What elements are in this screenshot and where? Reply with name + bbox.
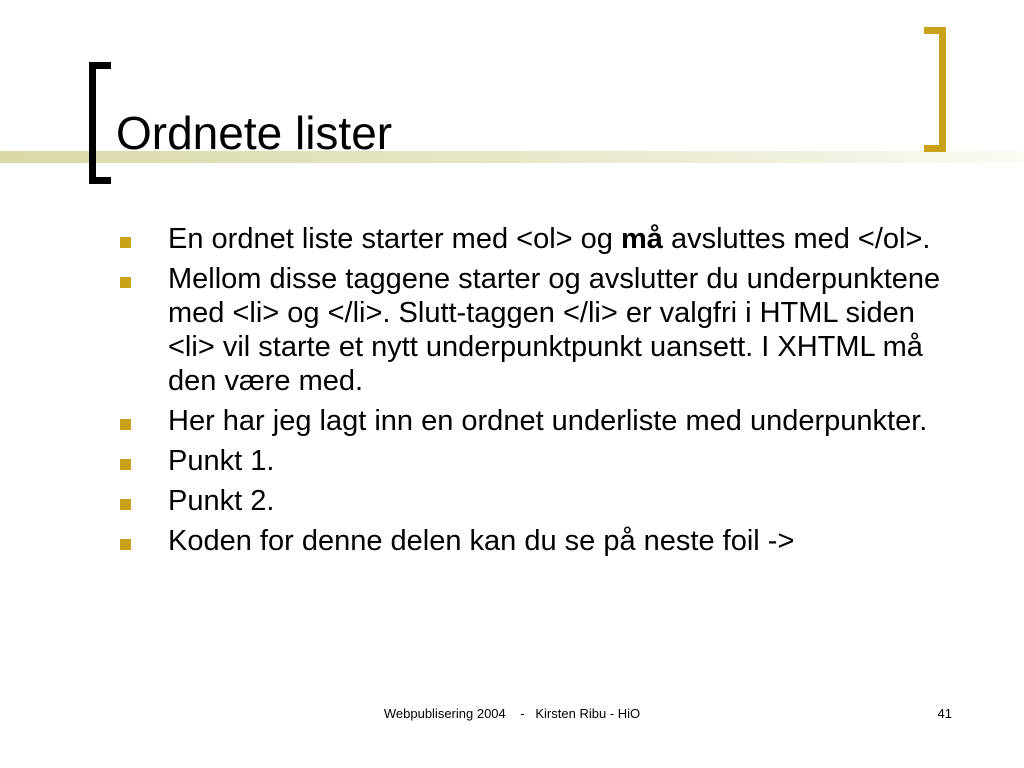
square-bullet-icon (120, 237, 131, 248)
bullet-text: Koden for denne delen kan du se på neste foil -> (168, 525, 795, 557)
bullet-text: Her har jeg lagt inn en ordnet underliste med underpunkter. (168, 405, 928, 437)
footer-text: Webpublisering 2004 - Kirsten Ribu - HiO (383, 706, 641, 721)
square-bullet-icon (120, 499, 131, 510)
bullet-text: Mellom disse taggene starter og avslutter du underpunktene med <li> og </li>. Slutt-taggen </li> er valgfri i HTML siden <li> vil starte et nytt underpunktpunkt uansett. I XHTML må den være med. (168, 263, 941, 397)
bullet-item (116, 524, 946, 558)
bullet-item (116, 222, 946, 256)
bullet-list (116, 222, 946, 564)
bullet-text: Punkt 1. (168, 445, 275, 477)
right-bracket-decoration (924, 27, 946, 152)
slide-title: Ordnete lister (116, 107, 393, 159)
bullet-item (116, 444, 946, 478)
page-number: 41 (937, 706, 952, 721)
left-bracket-decoration (89, 62, 111, 184)
square-bullet-icon (120, 539, 131, 550)
bullet-text: En ordnet liste starter med <ol> og må avsluttes med </ol>. (168, 223, 931, 255)
bullet-text: Punkt 2. (168, 485, 275, 517)
square-bullet-icon (120, 419, 131, 430)
bullet-item (116, 262, 946, 398)
square-bullet-icon (120, 277, 131, 288)
square-bullet-icon (120, 459, 131, 470)
bullet-item (116, 404, 946, 438)
bullet-item (116, 484, 946, 518)
